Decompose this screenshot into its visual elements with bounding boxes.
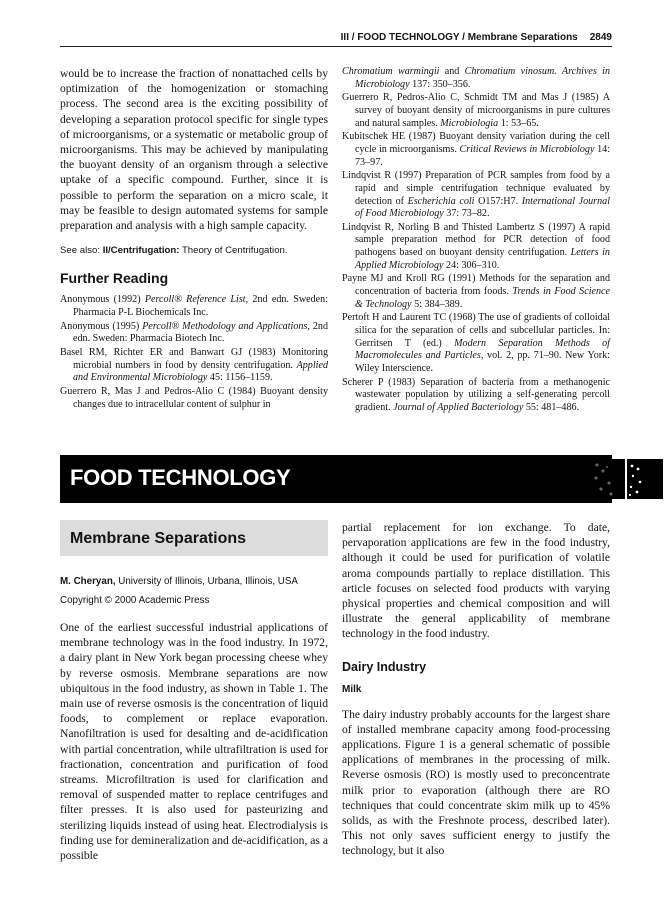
reference-item bbox=[342, 66, 610, 91]
running-title: III / FOOD TECHNOLOGY / Membrane Separations bbox=[340, 32, 578, 43]
reference-item bbox=[342, 92, 610, 130]
reference-italic: Chromatium warmingii bbox=[342, 66, 440, 77]
reference-text: Lindqvist R (1997) Preparation of PCR samples from food by a rapid and simple centrifugation technique evaluated by detection of bbox=[342, 170, 610, 207]
copyright: Copyright © 2000 Academic Press bbox=[60, 595, 210, 606]
reference-text: Lindqvist R, Norling B and Thisted Lambertz S (1997) A rapid sample preparation method for PCR detection of food pathogens based on buoyant density centrifugation. bbox=[342, 221, 610, 259]
reference-text: 45: 1156–1159. bbox=[207, 372, 273, 384]
reference-text: 55: 481–486. bbox=[523, 401, 580, 413]
reference-item bbox=[342, 222, 610, 272]
references-left bbox=[60, 294, 328, 411]
right-column-bottom bbox=[342, 520, 610, 859]
author-name: M. Cheryan, bbox=[60, 576, 116, 587]
reference-text: 2nd edn. Sweden: Pharmacia Biotech Inc. bbox=[73, 320, 328, 345]
closing-paragraph: would be to increase the fraction of nonattached cells by optimization of the homogenization or stomaching process. The second area is the exciting possibility of developing a separation protocol specific for single types of microorganisms, or a systematic or metabolic group of microorganisms. This may be achieved by manipulating the buoyant density of an organism through a selective uptake of a specific compound. Further, since it is possible to perform the separation on a micro scale, it may be feasible to design automated systems for sample preparation and analysis with a high sample capacity. bbox=[60, 67, 328, 233]
left-column-top bbox=[60, 66, 328, 412]
see-also-text: Theory of Centrifugation. bbox=[181, 245, 288, 257]
reference-italic: Applied and Environmental Microbiology bbox=[73, 359, 328, 384]
reference-text: Anonymous (1995) bbox=[60, 320, 143, 332]
intro-paragraph: One of the earliest successful industrial applications of membrane technology was in the food industry. In 1972, a dairy plant in New York began processing cheese whey by reverse osmosis. Membrane separations are now ubiquitous in the food industry, as shown in Table 1. The main use of reverse osmosis is the concentration of liquid foods, to complement or replace evaporation. Nanofiltration is used for desalting and de-acidification with partial concentration, while ultrafiltration is used for fractionation, concentration and purification of food streams. Microfiltration is used for clarification and removal of suspended matter to replace centrifuges and filter presses. It is also used for pasteurizing and sterilizing liquids instead of using heat. Electrodialysis is finding use for demineralization and de-acidification, as a possible bbox=[60, 621, 328, 863]
reference-italic: Journal of Applied Bacteriology bbox=[393, 401, 524, 413]
article-title-box bbox=[60, 520, 328, 556]
further-reading-heading: Further Reading bbox=[60, 270, 169, 287]
reference-italic: Chromatium vinosum. Archives in Microbiology bbox=[355, 66, 610, 90]
reference-item bbox=[342, 170, 610, 220]
reference-italic: Percoll® Methodology and Applications, bbox=[142, 320, 310, 332]
right-column-top bbox=[342, 66, 610, 416]
reference-text: Basel RM, Richter ER and Banwart GJ (1983) Monitoring microbial numbers in food by density centrifugation. bbox=[60, 346, 328, 371]
reference-text: Pertoft H and Laurent TC (1968) The use of gradients of colloidal silica for the separation of cells and subcellular particles. In: Gerritsen T (ed.) bbox=[342, 312, 610, 349]
reference-italic: Percoll® Reference List, bbox=[144, 294, 249, 306]
references-right bbox=[342, 66, 610, 414]
reference-text: 24: 306–310. bbox=[443, 259, 500, 271]
author-affiliation: University of Illinois, Urbana, Illinois, USA bbox=[115, 576, 298, 587]
banner-decoration-graphic bbox=[585, 459, 668, 499]
reference-text: 137: 350–356. bbox=[409, 78, 471, 90]
reference-text: 1: 53–65. bbox=[498, 117, 539, 129]
reference-item bbox=[60, 386, 328, 411]
page-number: 2849 bbox=[589, 32, 612, 43]
reference-item bbox=[60, 294, 328, 319]
reference-italic: Letters in Applied Microbiology bbox=[355, 247, 610, 271]
see-also-label: See also: bbox=[60, 245, 101, 257]
reference-text: Guerrero R, Mas J and Pedros-Alio C (1984) Buoyant density changes due to intracellular content of sulphur in bbox=[60, 385, 328, 410]
reference-item bbox=[342, 312, 610, 375]
banner-title: FOOD TECHNOLOGY bbox=[70, 465, 291, 490]
section-banner bbox=[60, 455, 612, 503]
author-line bbox=[60, 576, 328, 587]
reference-text: O157:H7. bbox=[474, 195, 522, 207]
see-also bbox=[60, 245, 328, 256]
subsection-heading: Milk bbox=[342, 683, 362, 695]
reference-italic: International Journal of Food Microbiology bbox=[355, 195, 610, 220]
left-column-bottom bbox=[60, 520, 328, 863]
reference-text: Payne MJ and Kroll RG (1991) Methods for the separation and concentration of bacteria from foods. bbox=[342, 273, 610, 298]
see-also-link[interactable]: II/Centrifugation: bbox=[102, 245, 180, 257]
reference-text: 5: 384–389. bbox=[411, 298, 463, 310]
reference-text: and bbox=[439, 66, 465, 77]
reference-italic: Escherichia coli bbox=[407, 195, 475, 207]
reference-italic: Modern Separation Methods of Macromolecules and Particles, bbox=[355, 337, 610, 362]
reference-text: 2nd edn. Sweden: Pharmacia P-L Biochemicals Inc. bbox=[73, 294, 328, 318]
reference-item bbox=[60, 347, 328, 385]
reference-text: Scherer P (1983) Separation of bacteria from a methanogenic wastewater population by utilizing a self-generating percoll gradient. bbox=[342, 376, 610, 413]
reference-italic: Critical Reviews in Microbiology bbox=[459, 143, 595, 155]
reference-item bbox=[342, 273, 610, 311]
reference-text: 14: 73–97. bbox=[355, 143, 611, 168]
article-title: Membrane Separations bbox=[70, 530, 247, 547]
reference-item bbox=[342, 377, 610, 415]
section-heading: Dairy Industry bbox=[342, 659, 427, 674]
reference-text: 37: 73–82. bbox=[443, 208, 490, 220]
continuation-paragraph: partial replacement for ion exchange. To date, pervaporation applications are few in the food industry, although it could be used for purification of volatile aroma compounds partially to replace distillation. This article focuses on selected food products with varying physical properties and chemical composition and will illustrate the general applicability of membrane technology in the food industry. bbox=[342, 521, 610, 641]
reference-text: vol. 2, pp. 71–90. New York: Wiley Interscience. bbox=[355, 350, 610, 374]
reference-text: Anonymous (1992) bbox=[60, 294, 145, 306]
running-header bbox=[60, 25, 612, 47]
reference-italic: Trends in Food Science & Technology bbox=[355, 286, 610, 310]
reference-item bbox=[342, 131, 610, 169]
milk-paragraph: The dairy industry probably accounts for the largest share of installed membrane capacity among food-processing applications. Figure 1 is a general schematic of possible applications of membranes in the processing of milk. Reverse osmosis (RO) is mostly used to preconcentrate milk prior to evaporation (although there are RO techniques that could concentrate skim milk up to 45% solids, as with the Freshnote process, described later). This not only saves sufficient energy to justify the technology, but it also bbox=[342, 707, 610, 858]
reference-text: Guerrero R, Pedros-Alio C, Schmidt TM and Mas J (1985) A survey of buoyant density of microorganisms in pure cultures and natural samples. bbox=[342, 92, 610, 129]
reference-text: Kubitschek HE (1987) Buoyant density variation during the cell cycle in microorganisms. bbox=[342, 131, 610, 155]
reference-italic: Microbiologia bbox=[440, 117, 499, 129]
reference-item bbox=[60, 321, 328, 346]
